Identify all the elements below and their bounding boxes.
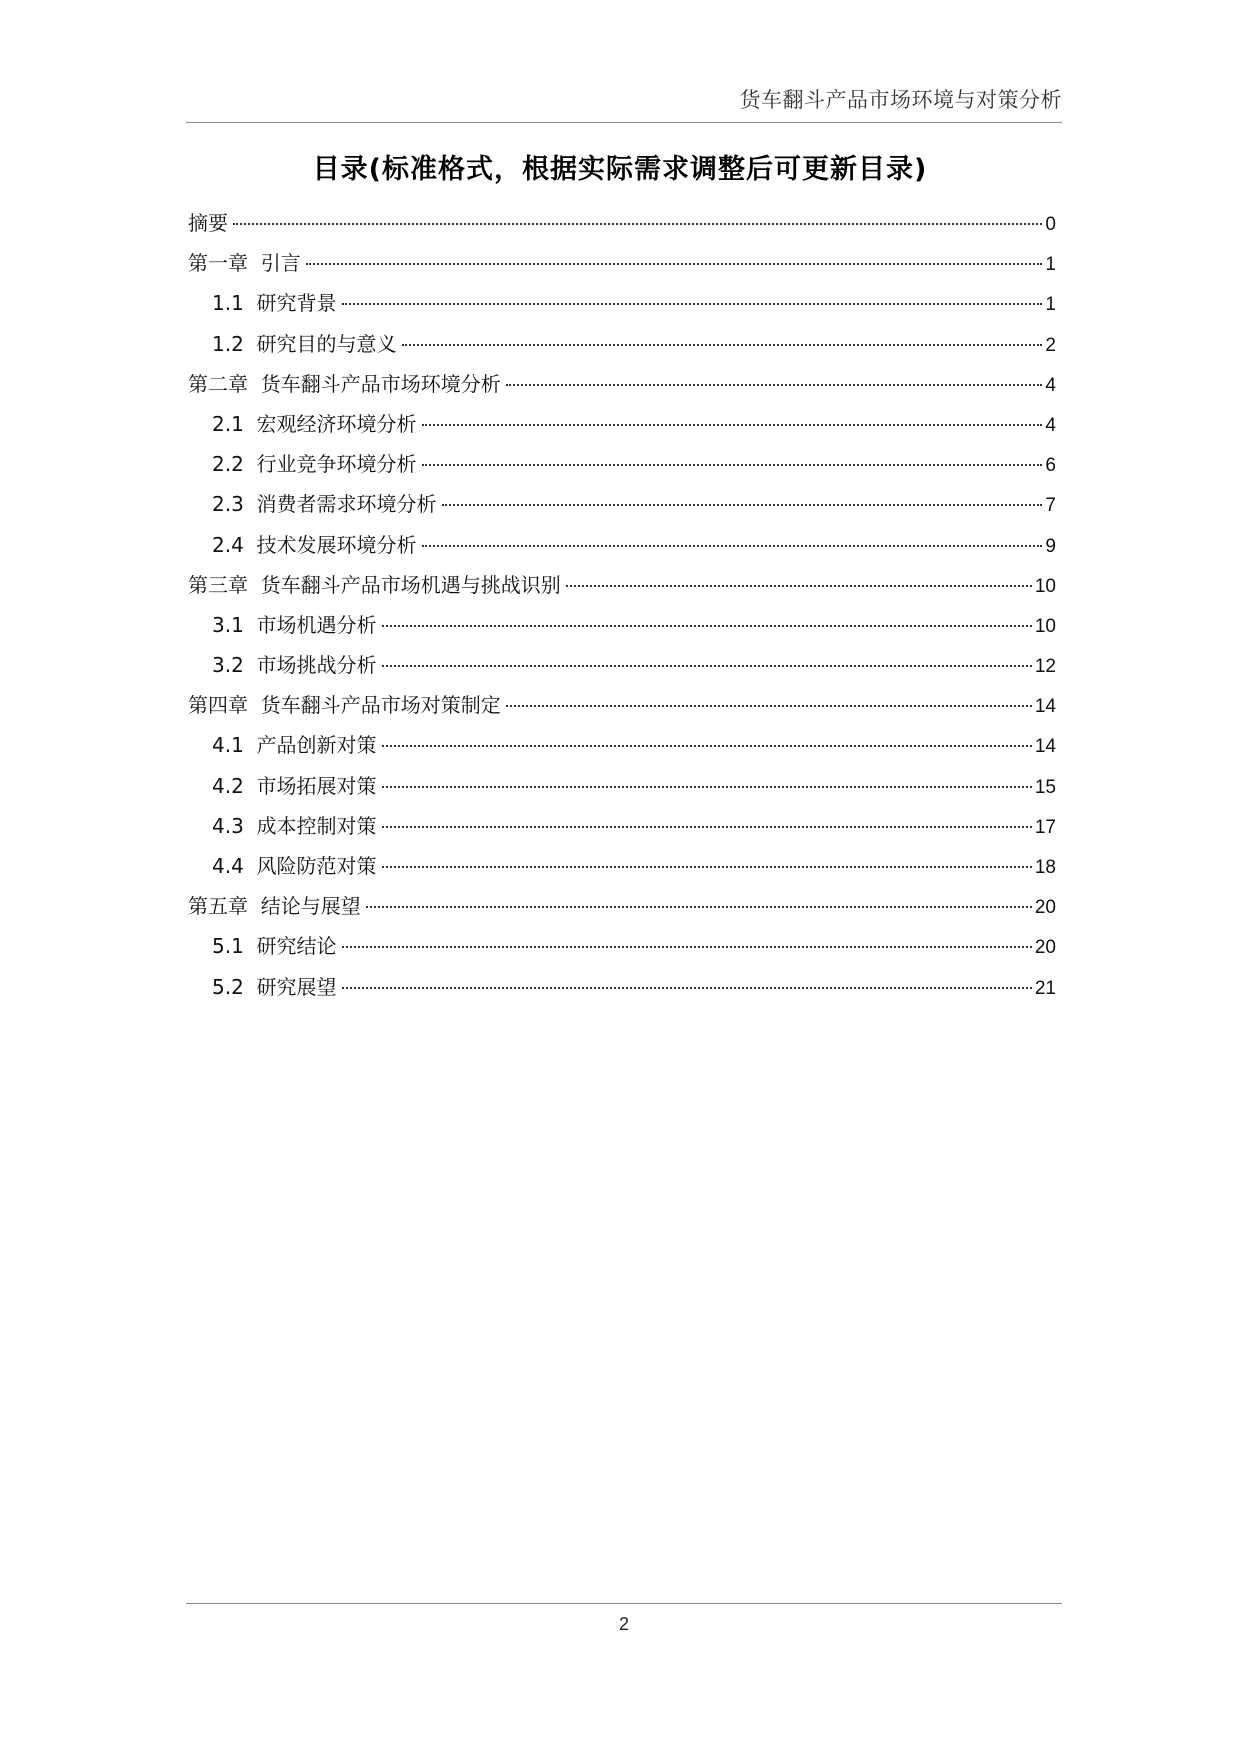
table-of-contents: [188, 203, 1056, 1007]
toc-entry[interactable]: [188, 967, 1056, 1007]
toc-dot-leader: [342, 946, 1032, 948]
toc-dot-leader: [382, 826, 1032, 828]
toc-entry-page-number: 9: [1045, 535, 1056, 557]
toc-entry-page-number: 17: [1034, 816, 1056, 838]
toc-entry-page-number: 4: [1045, 374, 1056, 396]
toc-entry-page-number: 1: [1045, 254, 1056, 276]
toc-dot-leader: [342, 303, 1043, 305]
footer-page-number: 2: [618, 1614, 629, 1634]
toc-entry-label: 2.2 行业竞争环境分析: [212, 452, 417, 477]
toc-entry[interactable]: [188, 605, 1056, 645]
toc-dot-leader: [422, 464, 1043, 466]
toc-entry-label: 4.2 市场拓展对策: [212, 773, 377, 798]
toc-dot-leader: [422, 424, 1043, 426]
toc-entry-page-number: 10: [1034, 615, 1056, 637]
toc-entry[interactable]: [188, 444, 1056, 484]
toc-dot-leader: [382, 745, 1032, 747]
toc-entry[interactable]: [188, 324, 1056, 364]
toc-entry[interactable]: [188, 203, 1056, 243]
toc-entry[interactable]: [188, 283, 1056, 323]
toc-entry[interactable]: [188, 404, 1056, 444]
toc-entry-page-number: 4: [1045, 414, 1056, 436]
toc-entry[interactable]: [188, 243, 1056, 283]
toc-entry[interactable]: [188, 685, 1056, 725]
toc-entry-label: 摘要: [188, 211, 228, 235]
toc-heading: 目录(标准格式，根据实际需求调整后可更新目录): [312, 154, 928, 185]
toc-entry-label: 第四章 货车翻斗产品市场对策制定: [188, 693, 501, 718]
toc-entry[interactable]: [188, 565, 1056, 605]
toc-dot-leader: [442, 504, 1043, 506]
toc-entry-label: 第三章 货车翻斗产品市场机遇与挑战识别: [188, 572, 561, 597]
page-header: [186, 84, 1062, 123]
toc-entry-page-number: 14: [1034, 736, 1056, 758]
toc-dot-leader: [506, 384, 1043, 386]
toc-entry-page-number: 20: [1034, 897, 1056, 919]
toc-entry-page-number: 12: [1034, 656, 1056, 678]
toc-entry[interactable]: [188, 806, 1056, 846]
toc-entry[interactable]: [188, 645, 1056, 685]
toc-entry-label: 4.3 成本控制对策: [212, 813, 377, 838]
toc-entry-page-number: 15: [1034, 776, 1056, 798]
toc-entry-page-number: 18: [1034, 857, 1056, 878]
toc-entry-label: 5.1 研究结论: [212, 934, 337, 959]
toc-dot-leader: [366, 906, 1032, 908]
page-footer: [186, 1603, 1062, 1634]
toc-entry[interactable]: [188, 364, 1056, 404]
toc-entry[interactable]: [188, 525, 1056, 565]
toc-entry-page-number: 14: [1034, 696, 1056, 718]
toc-dot-leader: [506, 705, 1032, 707]
toc-entry-label: 第一章 引言: [188, 251, 301, 276]
toc-entry-page-number: 21: [1034, 977, 1056, 999]
toc-entry-label: 2.4 技术发展环境分析: [212, 532, 417, 557]
toc-entry-page-number: 6: [1045, 455, 1056, 477]
toc-entry-label: 1.2 研究目的与意义: [212, 331, 397, 356]
toc-entry-label: 3.2 市场挑战分析: [212, 653, 377, 678]
toc-entry[interactable]: [188, 484, 1056, 524]
toc-entry-page-number: 7: [1045, 495, 1056, 517]
toc-entry-page-number: 2: [1045, 334, 1056, 356]
toc-entry-label: 1.1 研究背景: [212, 291, 337, 316]
toc-dot-leader: [342, 987, 1032, 989]
toc-entry-label: 第五章 结论与展望: [188, 894, 361, 919]
toc-dot-leader: [306, 263, 1043, 265]
toc-entry-label: 2.3 消费者需求环境分析: [212, 492, 437, 517]
toc-entry-page-number: 1: [1045, 294, 1056, 316]
toc-entry-page-number: 20: [1034, 937, 1056, 959]
toc-dot-leader: [422, 545, 1043, 547]
toc-entry-label: 5.2 研究展望: [212, 974, 337, 999]
toc-entry-page-number: 0: [1045, 214, 1056, 235]
toc-entry[interactable]: [188, 846, 1056, 886]
toc-entry[interactable]: [188, 725, 1056, 765]
toc-dot-leader: [402, 344, 1043, 346]
toc-entry[interactable]: [188, 886, 1056, 926]
toc-entry-label: 2.1 宏观经济环境分析: [212, 411, 417, 436]
toc-entry-label: 4.1 产品创新对策: [212, 733, 377, 758]
toc-entry-label: 第二章 货车翻斗产品市场环境分析: [188, 371, 501, 396]
toc-entry-label: 3.1 市场机遇分析: [212, 612, 377, 637]
toc-dot-leader: [382, 786, 1032, 788]
toc-dot-leader: [382, 665, 1032, 667]
toc-dot-leader: [382, 625, 1032, 627]
header-title: 货车翻斗产品市场环境与对策分析: [739, 88, 1062, 112]
toc-dot-leader: [233, 223, 1042, 225]
toc-entry[interactable]: [188, 926, 1056, 966]
toc-dot-leader: [382, 866, 1032, 868]
toc-entry-label: 4.4 风险防范对策: [212, 854, 377, 878]
toc-entry[interactable]: [188, 766, 1056, 806]
toc-dot-leader: [566, 585, 1032, 587]
toc-entry-page-number: 10: [1034, 575, 1056, 597]
